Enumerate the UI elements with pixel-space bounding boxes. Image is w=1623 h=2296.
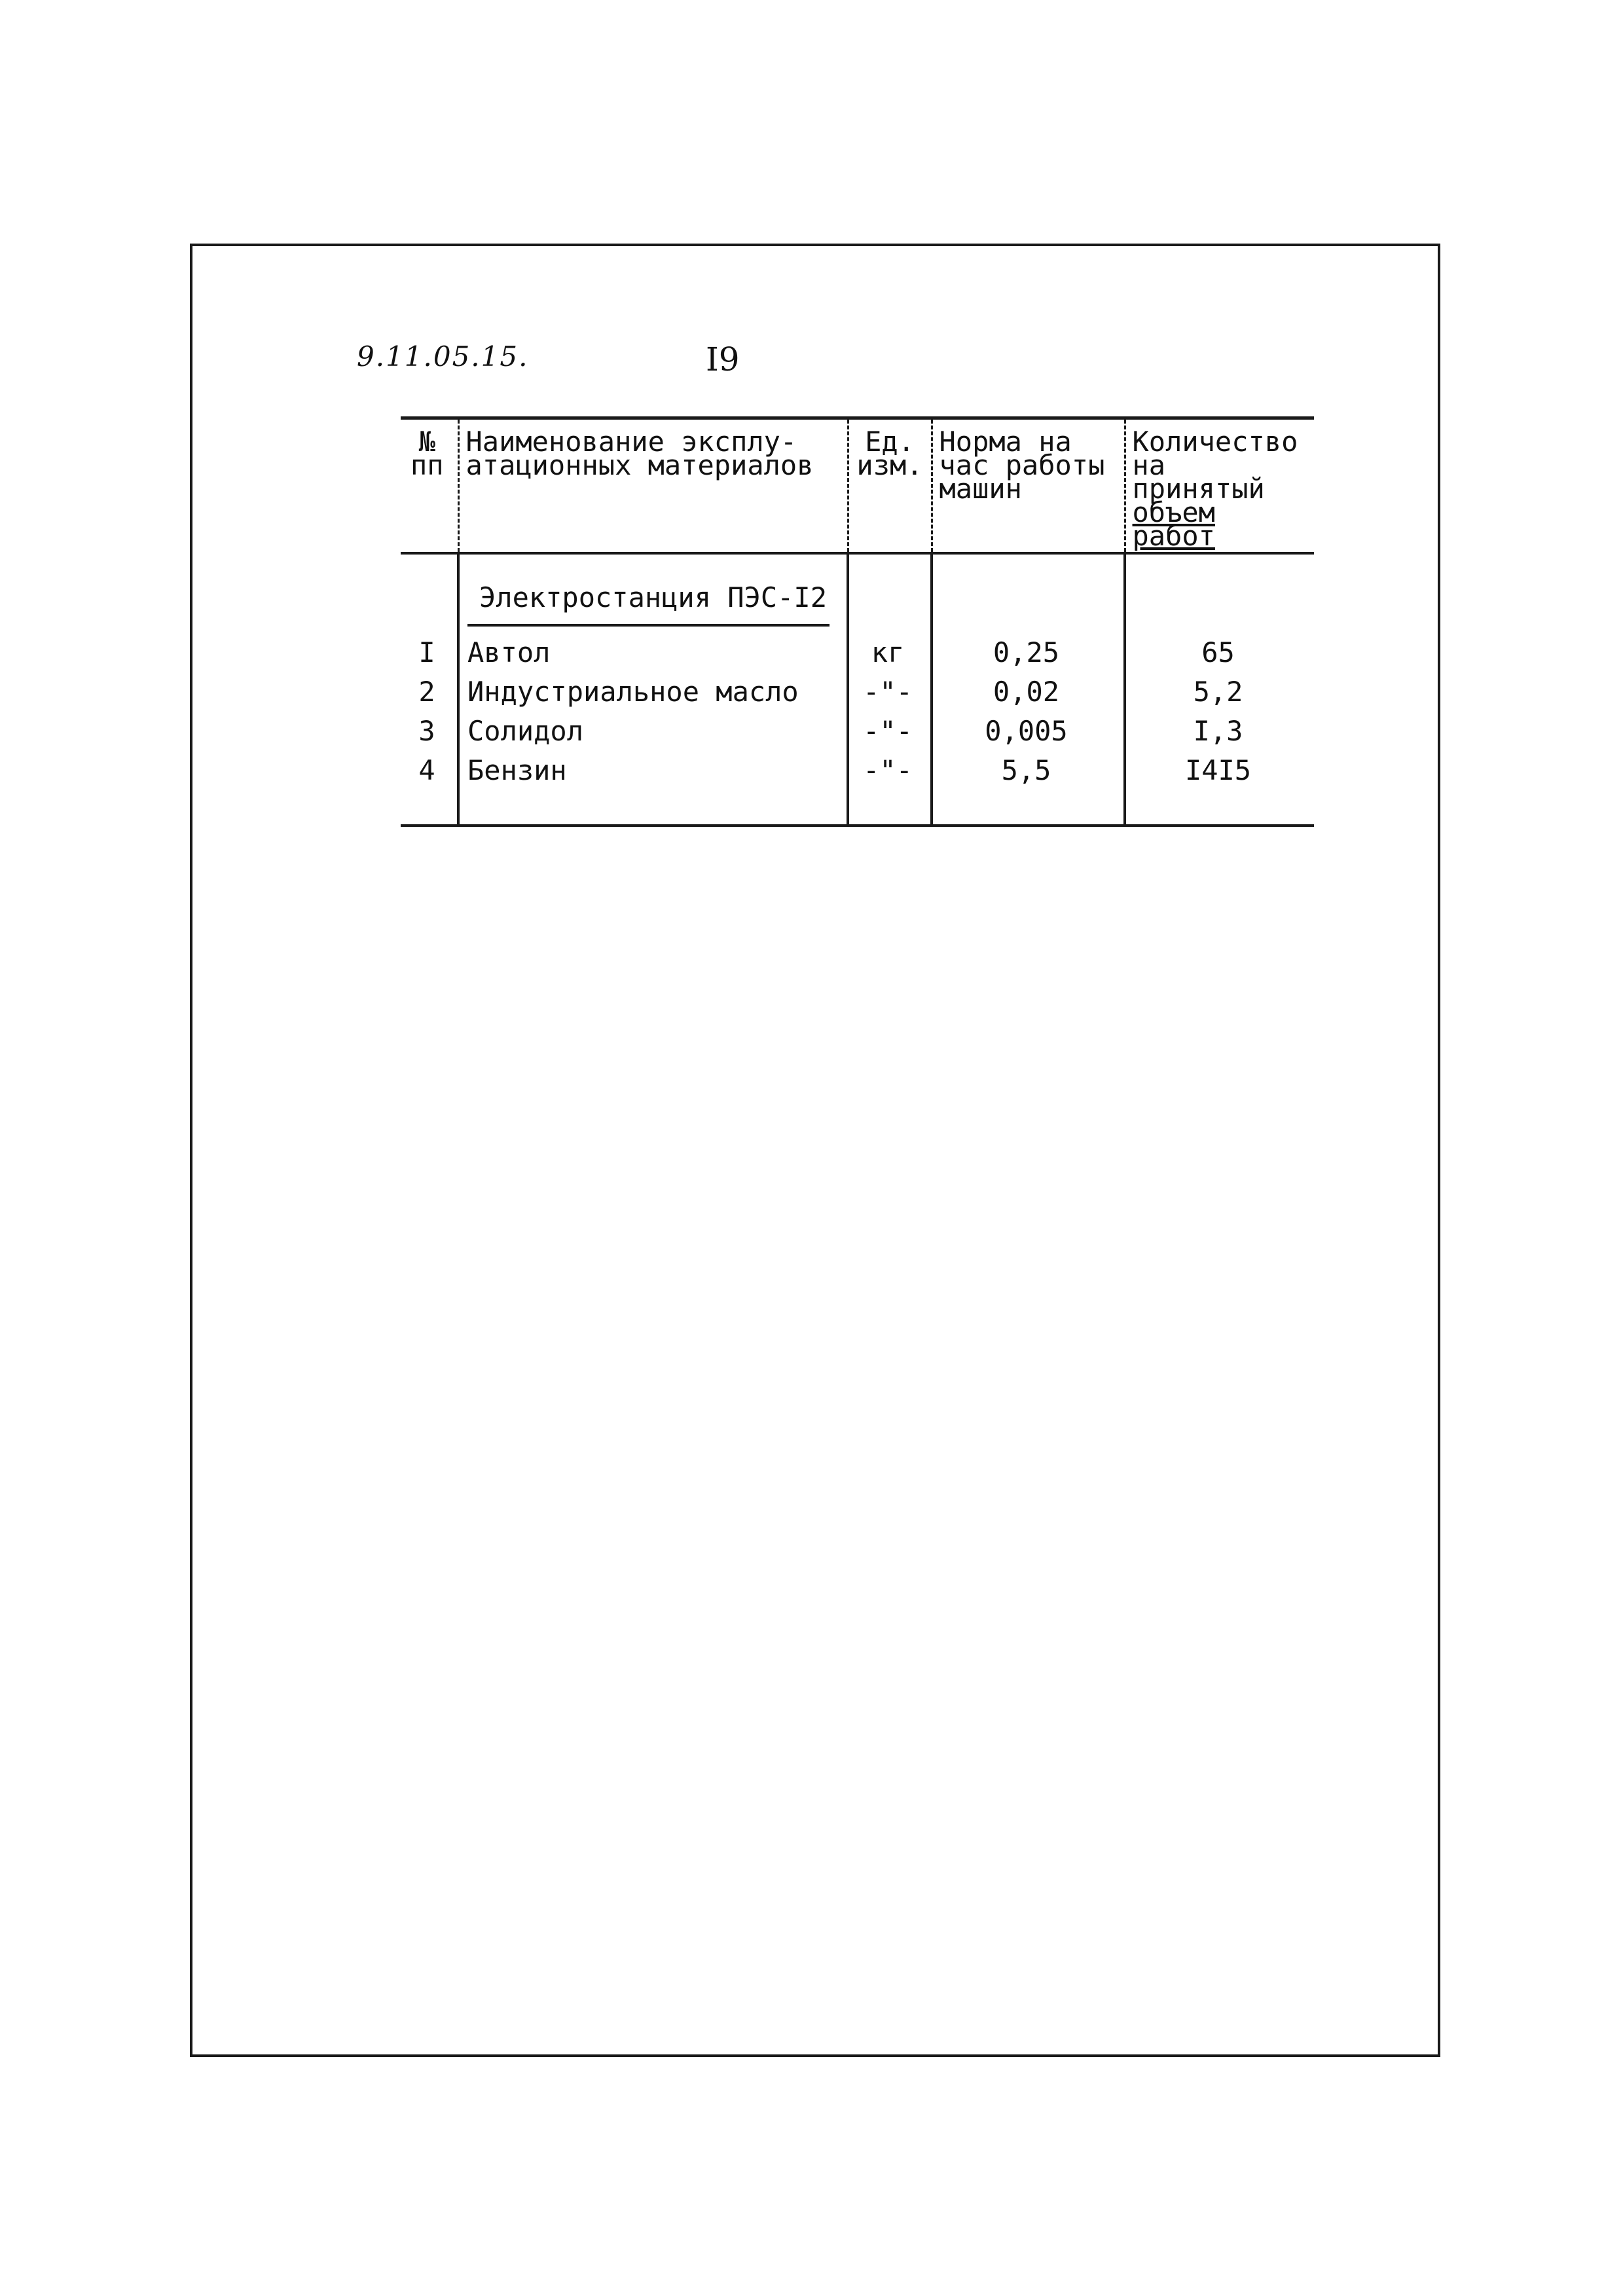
- row-qty: I,3: [1125, 712, 1314, 751]
- header-qty-line1: Количество: [1132, 426, 1298, 458]
- table-header-row: [401, 418, 1314, 554]
- section-norm-cell: [932, 553, 1125, 633]
- header-name: [458, 418, 848, 554]
- header-norm-line1: Норма на: [939, 426, 1072, 458]
- header-unit-line2: изм.: [856, 449, 923, 481]
- row-num: 2: [418, 676, 435, 708]
- row-name: Бензин: [458, 751, 848, 826]
- row-num: 3: [418, 715, 435, 747]
- header-norm: [932, 418, 1125, 554]
- row-unit: -"-: [848, 672, 932, 712]
- row-unit: -"-: [848, 751, 932, 826]
- header-unit: [848, 418, 932, 554]
- header-name-line2: атационных материалов: [465, 449, 814, 481]
- row-norm: 0,005: [932, 712, 1125, 751]
- header-qty-line3: объем работ: [1132, 496, 1215, 552]
- section-title-cell: [458, 553, 848, 633]
- page-number: I9: [706, 340, 740, 378]
- row-qty: 5,2: [1125, 672, 1314, 712]
- header-qty-line2: на принятый: [1132, 449, 1265, 505]
- header-name-line1: Наименование эксплу-: [465, 426, 797, 458]
- document-code: 9.11.05.15.: [357, 340, 529, 373]
- row-num: 4: [401, 751, 458, 826]
- row-qty: 65: [1125, 633, 1314, 672]
- table-row: [401, 712, 1314, 751]
- row-name: Индустриальное масло: [458, 672, 848, 712]
- table-row: [401, 751, 1314, 826]
- header-num-line2: пп: [410, 449, 444, 481]
- materials-table: [401, 416, 1314, 827]
- row-qty: I4I5: [1125, 751, 1314, 826]
- row-norm: 5,5: [932, 751, 1125, 826]
- table-row: [401, 672, 1314, 712]
- section-qty-cell: [1125, 553, 1314, 633]
- row-norm: 0,02: [932, 672, 1125, 712]
- table-row: [401, 633, 1314, 672]
- header-norm-line2: час работы: [939, 449, 1105, 481]
- section-num-cell: [401, 553, 458, 633]
- header-num: [401, 418, 458, 554]
- section-title: Электростанция ПЭС-I2: [467, 578, 830, 627]
- row-unit: кг: [848, 633, 932, 672]
- header-unit-line1: Ед.: [865, 426, 915, 458]
- row-norm: 0,25: [932, 633, 1125, 672]
- header-num-line1: №: [418, 426, 435, 458]
- header-qty: [1125, 418, 1314, 554]
- row-unit: -"-: [848, 712, 932, 751]
- row-name: Солидол: [458, 712, 848, 751]
- row-name: Автол: [458, 633, 848, 672]
- header-norm-line3: машин: [939, 473, 1022, 505]
- section-unit-cell: [848, 553, 932, 633]
- section-row: [401, 553, 1314, 633]
- row-num: I: [418, 636, 435, 668]
